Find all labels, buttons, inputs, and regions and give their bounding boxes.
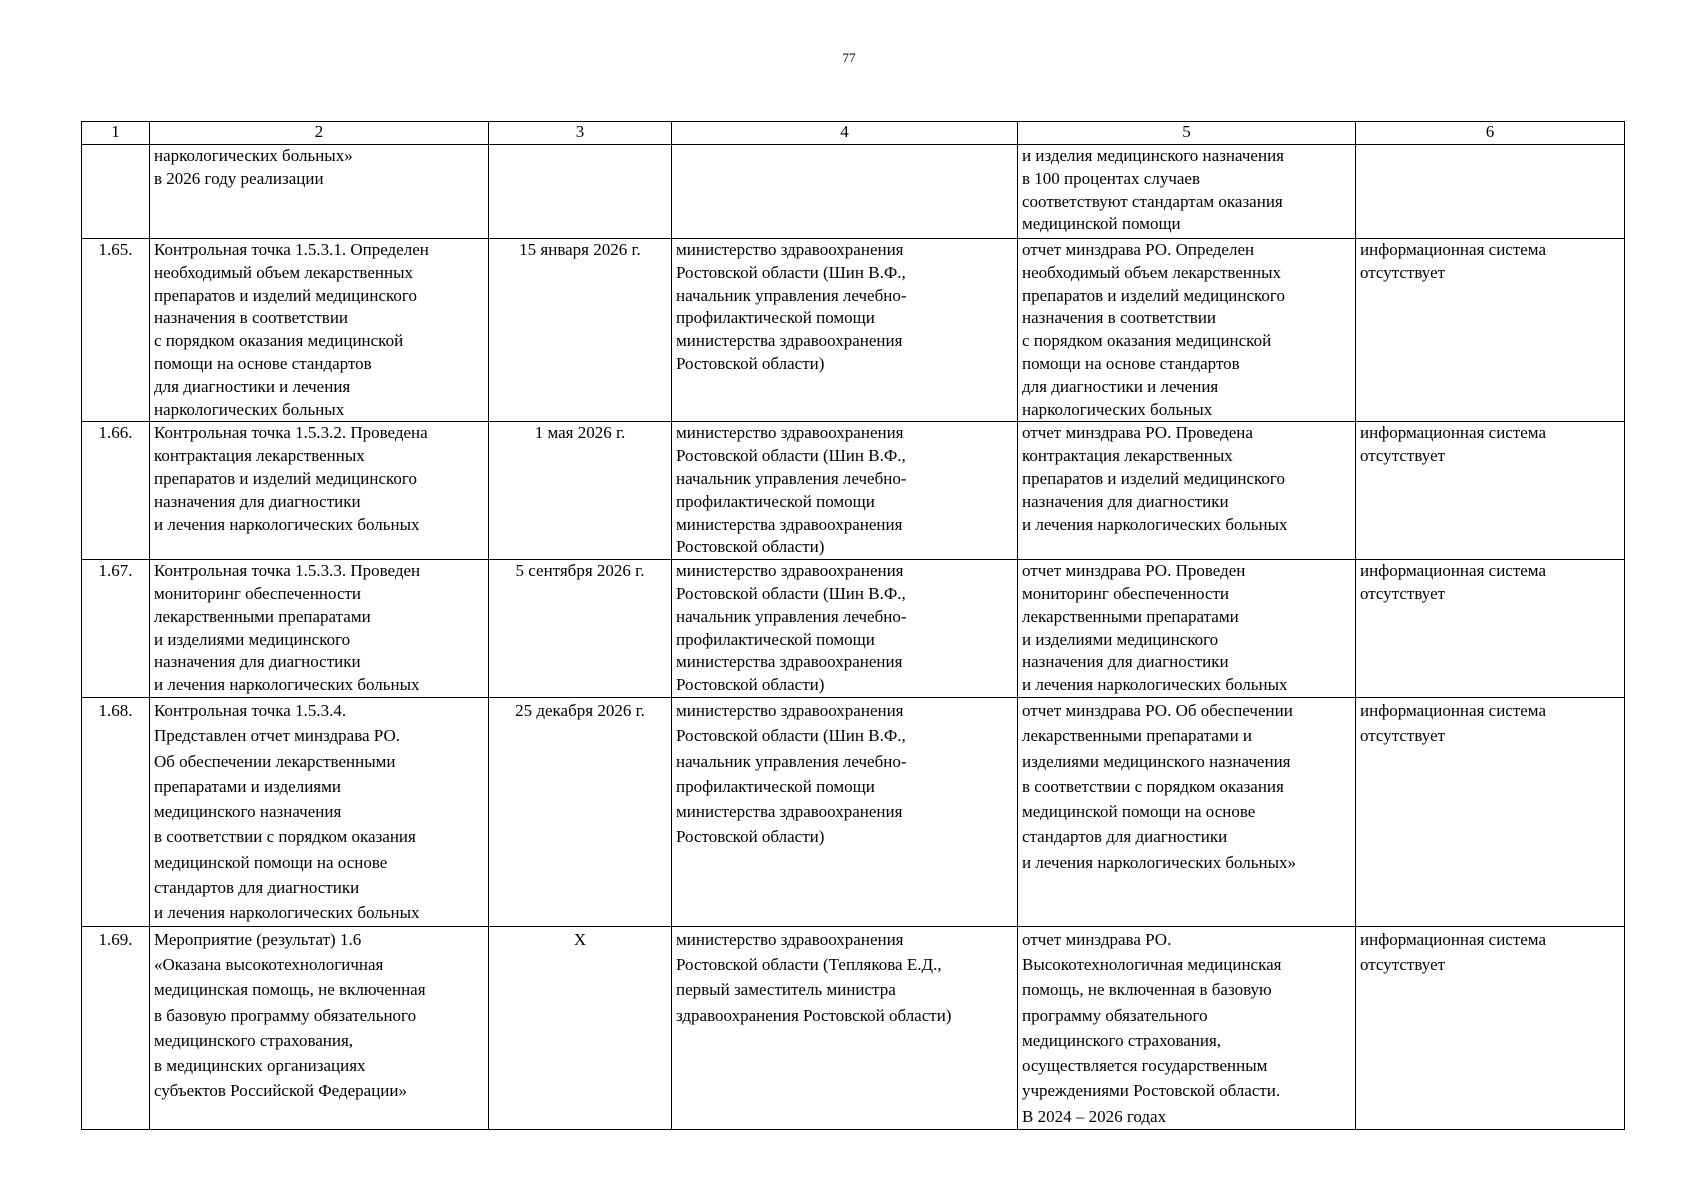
cell-line: информационная система: [1360, 240, 1546, 259]
responsible-cell: [672, 239, 1018, 422]
cell-line: назначения в соответствии: [1022, 308, 1217, 328]
cell-line: контрактация лекарственных: [154, 446, 365, 466]
cell-line: и лечения наркологических больных: [154, 514, 420, 534]
table-body: [82, 145, 1625, 1130]
result-cell: [1018, 422, 1356, 560]
cell-line: министерства здравоохранения: [676, 514, 903, 534]
cell-line: контрактация лекарственных: [1022, 446, 1233, 466]
cell-line: отсутствует: [1360, 262, 1446, 282]
cell-line: отчет минздрава РО. Проведен: [1022, 561, 1246, 581]
cell-line: информационная система: [1360, 929, 1546, 949]
deadline-cell: X: [489, 926, 672, 1129]
cell-line: профилактической помощи: [676, 308, 875, 328]
deadline-cell: 5 сентября 2026 г.: [489, 560, 672, 698]
event-cell: [150, 145, 489, 239]
cell-line: Контрольная точка 1.5.3.3. Проведен: [154, 561, 421, 581]
result-cell: [1018, 560, 1356, 698]
cell-line: медицинского назначения: [154, 802, 342, 822]
event-cell: [150, 422, 489, 560]
deadline-cell: [489, 145, 672, 239]
cell-line: Ростовской области): [676, 537, 825, 557]
cell-line: начальник управления лечебно-: [676, 606, 907, 626]
system-cell: [1356, 560, 1625, 698]
cell-line: начальник управления лечебно-: [676, 468, 907, 488]
table-row: [82, 422, 1625, 560]
deadline-cell: 25 декабря 2026 г.: [489, 697, 672, 926]
cell-line: Ростовской области (Шин В.Ф.,: [676, 726, 906, 746]
cell-line: Контрольная точка 1.5.3.1. Определен: [154, 240, 429, 259]
cell-line: наркологических больных»: [154, 146, 353, 165]
cell-line: в соответствии с порядком оказания: [1022, 776, 1284, 796]
cell-line: в базовую программу обязательного: [154, 1005, 417, 1025]
column-header-3: 3: [489, 122, 672, 145]
row-number: 1.69.: [82, 926, 150, 1129]
event-cell: [150, 697, 489, 926]
cell-line: соответствуют стандартам оказания: [1022, 191, 1283, 211]
cell-line: «Оказана высокотехнологичная: [154, 954, 384, 974]
cell-line: учреждениями Ростовской области.: [1022, 1081, 1281, 1101]
cell-line: отчет минздрава РО. Об обеспечении: [1022, 700, 1293, 720]
cell-line: программу обязательного: [1022, 1005, 1208, 1025]
cell-line: Ростовской области (Шин В.Ф.,: [676, 583, 906, 603]
cell-line: необходимый объем лекарственных: [154, 262, 413, 282]
cell-line: в 2026 году реализации: [154, 168, 324, 188]
cell-line: субъектов Российской Федерации»: [154, 1081, 407, 1101]
cell-line: Контрольная точка 1.5.3.2. Проведена: [154, 423, 428, 443]
responsible-cell: [672, 145, 1018, 239]
page-number: 77: [842, 50, 856, 65]
cell-line: Ростовской области): [676, 675, 825, 695]
cell-line: медицинской помощи на основе: [1022, 802, 1256, 822]
cell-line: здравоохранения Ростовской области): [676, 1005, 952, 1025]
cell-line: назначения для диагностики: [154, 652, 361, 672]
deadline-cell: 1 мая 2026 г.: [489, 422, 672, 560]
column-header-4: 4: [672, 122, 1018, 145]
cell-line: препаратами и изделиями: [154, 776, 341, 796]
cell-line: назначения в соответствии: [154, 308, 349, 328]
row-number: [82, 145, 150, 239]
cell-line: с порядком оказания медицинской: [154, 331, 404, 351]
result-cell: [1018, 697, 1356, 926]
cell-line: министерство здравоохранения: [676, 423, 904, 443]
cell-line: министерство здравоохранения: [676, 240, 904, 259]
row-number: 1.68.: [82, 697, 150, 926]
cell-line: мониторинг обеспеченности: [154, 583, 362, 603]
cell-line: отчет минздрава РО. Проведена: [1022, 423, 1253, 443]
cell-line: Ростовской области): [676, 353, 825, 373]
cell-line: помощи на основе стандартов: [1022, 353, 1240, 373]
result-cell: [1018, 145, 1356, 239]
cell-line: в медицинских организациях: [154, 1056, 366, 1076]
system-cell: [1356, 697, 1625, 926]
cell-line: препаратов и изделий медицинского: [154, 468, 417, 488]
cell-line: лекарственными препаратами и: [1022, 726, 1253, 746]
cell-line: отсутствует: [1360, 583, 1446, 603]
document-table: [81, 121, 1625, 1130]
responsible-cell: [672, 926, 1018, 1129]
row-number: 1.65.: [82, 239, 150, 422]
cell-line: медицинской помощи: [1022, 214, 1181, 234]
cell-line: министерство здравоохранения: [676, 700, 904, 720]
cell-line: медицинская помощь, не включенная: [154, 980, 426, 1000]
cell-line: В 2024 – 2026 годах: [1022, 1106, 1167, 1126]
cell-line: наркологических больных: [1022, 399, 1213, 419]
cell-line: и изделиями медицинского: [154, 629, 351, 649]
cell-line: и лечения наркологических больных: [154, 903, 420, 923]
cell-line: информационная система: [1360, 423, 1546, 443]
responsible-cell: [672, 697, 1018, 926]
cell-line: мониторинг обеспеченности: [1022, 583, 1230, 603]
cell-line: в соответствии с порядком оказания: [154, 827, 416, 847]
cell-line: информационная система: [1360, 700, 1546, 720]
cell-line: помощь, не включенная в базовую: [1022, 980, 1272, 1000]
column-header-6: 6: [1356, 122, 1625, 145]
cell-line: профилактической помощи: [676, 776, 875, 796]
cell-line: Мероприятие (результат) 1.6: [154, 929, 362, 949]
cell-line: Контрольная точка 1.5.3.4.: [154, 700, 347, 720]
cell-line: препаратов и изделий медицинского: [154, 285, 417, 305]
cell-line: министерства здравоохранения: [676, 652, 903, 672]
cell-line: отчет минздрава РО.: [1022, 929, 1172, 949]
cell-line: министерство здравоохранения: [676, 929, 904, 949]
system-cell: [1356, 422, 1625, 560]
cell-line: препаратов и изделий медицинского: [1022, 285, 1285, 305]
cell-line: отсутствует: [1360, 954, 1446, 974]
cell-line: Высокотехнологичная медицинская: [1022, 954, 1282, 974]
cell-line: и лечения наркологических больных: [1022, 514, 1288, 534]
cell-line: стандартов для диагностики: [154, 878, 360, 898]
table-row: [82, 560, 1625, 698]
cell-line: информационная система: [1360, 561, 1546, 581]
system-cell: [1356, 239, 1625, 422]
table-row: [82, 926, 1625, 1129]
table-row: [82, 697, 1625, 926]
result-cell: [1018, 239, 1356, 422]
table-header-row: [82, 122, 1625, 145]
cell-line: изделиями медицинского назначения: [1022, 751, 1291, 771]
event-cell: [150, 560, 489, 698]
cell-line: назначения для диагностики: [1022, 491, 1229, 511]
cell-line: отчет минздрава РО. Определен: [1022, 240, 1255, 259]
cell-line: профилактической помощи: [676, 491, 875, 511]
cell-line: начальник управления лечебно-: [676, 751, 907, 771]
cell-line: в 100 процентах случаев: [1022, 168, 1200, 188]
cell-line: необходимый объем лекарственных: [1022, 262, 1281, 282]
cell-line: и изделиями медицинского: [1022, 629, 1219, 649]
cell-line: медицинского страхования,: [1022, 1030, 1222, 1050]
row-number: 1.67.: [82, 560, 150, 698]
cell-line: начальник управления лечебно-: [676, 285, 907, 305]
event-cell: [150, 926, 489, 1129]
cell-line: для диагностики и лечения: [1022, 376, 1219, 396]
cell-line: профилактической помощи: [676, 629, 875, 649]
cell-line: и лечения наркологических больных»: [1022, 852, 1297, 872]
cell-line: назначения для диагностики: [154, 491, 361, 511]
cell-line: осуществляется государственным: [1022, 1056, 1268, 1076]
cell-line: помощи на основе стандартов: [154, 353, 372, 373]
cell-line: Представлен отчет минздрава РО.: [154, 726, 400, 746]
cell-line: лекарственными препаратами: [154, 606, 371, 626]
cell-line: Ростовской области (Шин В.Ф.,: [676, 262, 906, 282]
cell-line: для диагностики и лечения: [154, 376, 351, 396]
cell-line: наркологических больных: [154, 399, 345, 419]
cell-line: Ростовской области (Шин В.Ф.,: [676, 446, 906, 466]
cell-line: министерство здравоохранения: [676, 561, 904, 581]
cell-line: лекарственными препаратами: [1022, 606, 1239, 626]
cell-line: министерства здравоохранения: [676, 802, 903, 822]
row-number: 1.66.: [82, 422, 150, 560]
cell-line: Ростовской области): [676, 827, 825, 847]
column-header-5: 5: [1018, 122, 1356, 145]
cell-line: и изделия медицинского назначения: [1022, 146, 1284, 165]
cell-line: назначения для диагностики: [1022, 652, 1229, 672]
cell-line: Об обеспечении лекарственными: [154, 751, 396, 771]
table-row: [82, 145, 1625, 239]
cell-line: медицинского страхования,: [154, 1030, 354, 1050]
cell-line: министерства здравоохранения: [676, 331, 903, 351]
cell-line: медицинской помощи на основе: [154, 852, 388, 872]
system-cell: [1356, 926, 1625, 1129]
system-cell: [1356, 145, 1625, 239]
table-row: [82, 239, 1625, 422]
responsible-cell: [672, 560, 1018, 698]
cell-line: с порядком оказания медицинской: [1022, 331, 1272, 351]
cell-line: Ростовской области (Теплякова Е.Д.,: [676, 954, 942, 974]
cell-line: и лечения наркологических больных: [154, 675, 420, 695]
column-header-2: 2: [150, 122, 489, 145]
cell-line: отсутствует: [1360, 726, 1446, 746]
cell-line: и лечения наркологических больных: [1022, 675, 1288, 695]
cell-line: первый заместитель министра: [676, 980, 896, 1000]
result-cell: [1018, 926, 1356, 1129]
column-header-1: 1: [82, 122, 150, 145]
event-cell: [150, 239, 489, 422]
cell-line: отсутствует: [1360, 446, 1446, 466]
responsible-cell: [672, 422, 1018, 560]
cell-line: препаратов и изделий медицинского: [1022, 468, 1285, 488]
cell-line: стандартов для диагностики: [1022, 827, 1228, 847]
deadline-cell: 15 января 2026 г.: [489, 239, 672, 422]
